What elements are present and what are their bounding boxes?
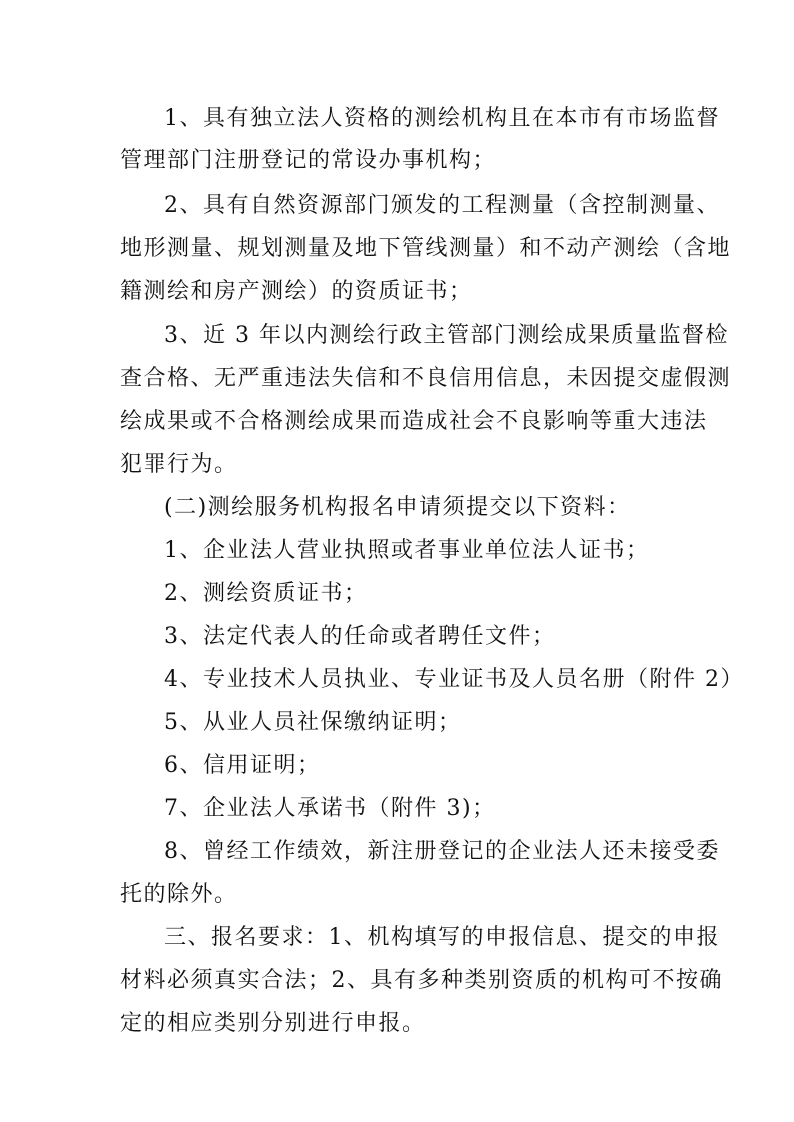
paragraph-3-line-2: 查合格、无严重违法失信和不良信用信息，未因提交虚假测 (120, 366, 732, 391)
list-item-5: 5、从业人员社保缴纳证明； (164, 710, 462, 735)
section-3-line-1: 三、报名要求：1、机构填写的申报信息、提交的申报 (164, 925, 720, 950)
section-3-line-3: 定的相应类别分别进行申报。 (120, 1011, 426, 1036)
list-item-7: 7、企业法人承诺书（附件 3)； (164, 796, 496, 821)
paragraph-2-line-2: 地形测量、规划测量及地下管线测量）和不动产测绘（含地 (120, 236, 732, 261)
list-item-3: 3、法定代表人的任命或者聘任文件； (164, 624, 556, 649)
section-heading-2: (二)测绘服务机构报名申请须提交以下资料： (164, 495, 631, 520)
paragraph-2-line-3: 籍测绘和房产测绘）的资质证书； (120, 279, 473, 304)
list-item-8-line-1: 8、曾经工作绩效，新注册登记的企业法人还未接受委 (164, 839, 720, 864)
paragraph-2-line-1: 2、具有自然资源部门颁发的工程测量（含控制测量、 (164, 193, 720, 218)
list-item-4: 4、专业技术人员执业、专业证书及人员名册（附件 2） (164, 667, 744, 692)
list-item-1: 1、企业法人营业执照或者事业单位法人证书； (164, 538, 650, 563)
paragraph-1-line-1: 1、具有独立法人资格的测绘机构且在本市有市场监督 (164, 106, 720, 131)
paragraph-3-line-4: 犯罪行为。 (120, 452, 238, 477)
list-item-2: 2、测绘资质证书； (164, 581, 368, 606)
paragraph-1-line-2: 管理部门注册登记的常设办事机构； (120, 148, 497, 173)
list-item-8-line-2: 托的除外。 (120, 882, 238, 907)
list-item-6: 6、信用证明； (164, 753, 321, 778)
section-3-line-2: 材料必须真实合法；2、具有多种类别资质的机构可不按确 (120, 968, 723, 993)
paragraph-3-line-3: 绘成果或不合格测绘成果而造成社会不良影响等重大违法 (120, 409, 708, 434)
paragraph-3-line-1: 3、近 3 年以内测绘行政主管部门测绘成果质量监督检 (164, 323, 729, 348)
